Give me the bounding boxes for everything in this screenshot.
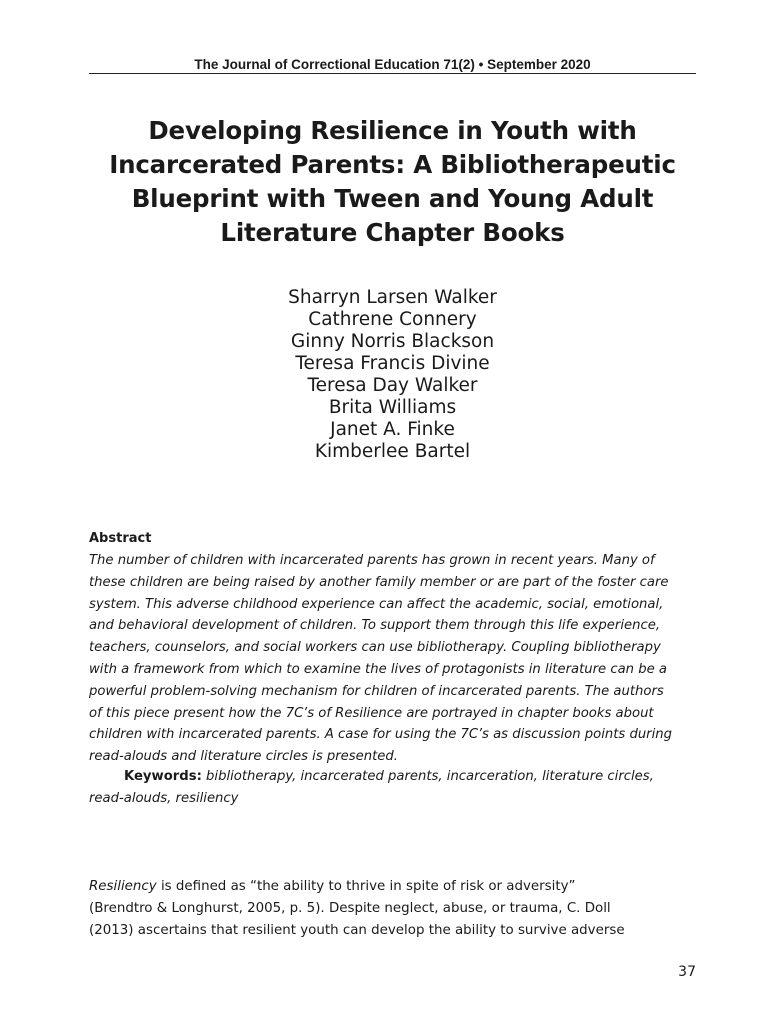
abstract-line: these children are being raised by another family member or are part of the foster care xyxy=(89,574,669,590)
article-title xyxy=(60,114,725,250)
running-head: The Journal of Correctional Education 71(2) • September 2020 xyxy=(194,57,591,72)
page-number: 37 xyxy=(678,964,696,980)
keywords xyxy=(89,766,709,810)
title-line: Blueprint with Tween and Young Adult xyxy=(131,184,654,213)
abstract-line: The number of children with incarcerated parents has grown in recent years. Many of xyxy=(89,553,655,568)
abstract-line: read-alouds and literature circles is presented. xyxy=(89,749,398,765)
body-paragraph xyxy=(89,876,709,942)
author-name: Sharryn Larsen Walker xyxy=(288,287,497,308)
abstract-line: system. This adverse childhood experience can affect the academic, social, emotional, xyxy=(89,596,664,612)
defined-term: Resiliency xyxy=(89,879,157,894)
abstract-heading: Abstract xyxy=(89,531,152,546)
body-line: is defined as “the ability to thrive in spite of risk or adversity” xyxy=(156,879,576,894)
keywords-text: bibliotherapy, incarcerated parents, incarceration, literature circles, xyxy=(201,769,654,784)
keywords-label: Keywords: xyxy=(124,769,202,784)
title-line: Incarcerated Parents: A Bibliotherapeutic xyxy=(109,150,676,179)
keywords-text: read-alouds, resiliency xyxy=(89,791,239,806)
title-line: Literature Chapter Books xyxy=(220,218,565,247)
author-list xyxy=(100,287,685,463)
abstract-line: and behavioral development of children. To support them through this life experience, xyxy=(89,618,661,634)
author-name: Janet A. Finke xyxy=(330,419,455,440)
abstract-body xyxy=(89,550,709,768)
running-head-rule xyxy=(89,73,696,74)
body-line: (Brendtro & Longhurst, 2005, p. 5). Despite neglect, abuse, or trauma, C. Doll xyxy=(89,901,611,916)
abstract-line: powerful problem-solving mechanism for children of incarcerated parents. The authors xyxy=(89,683,664,699)
abstract-line: of this piece present how the 7C’s of Resilience are portrayed in chapter books about xyxy=(89,705,654,721)
author-name: Kimberlee Bartel xyxy=(314,441,471,462)
body-line: (2013) ascertains that resilient youth can develop the ability to survive adverse xyxy=(89,923,625,938)
author-name: Teresa Francis Divine xyxy=(295,353,490,374)
author-name: Cathrene Connery xyxy=(308,309,477,330)
abstract-line: children with incarcerated parents. A case for using the 7C’s as discussion points during xyxy=(89,727,672,743)
author-name: Ginny Norris Blackson xyxy=(290,331,495,352)
title-line: Developing Resilience in Youth with xyxy=(148,116,637,145)
author-name: Brita Williams xyxy=(328,397,457,418)
abstract-line: with a framework from which to examine the lives of protagonists in literature can be a xyxy=(89,661,667,677)
abstract-line: teachers, counselors, and social workers can use bibliotherapy. Coupling bibliotherapy xyxy=(89,640,661,656)
author-name: Teresa Day Walker xyxy=(307,375,478,396)
